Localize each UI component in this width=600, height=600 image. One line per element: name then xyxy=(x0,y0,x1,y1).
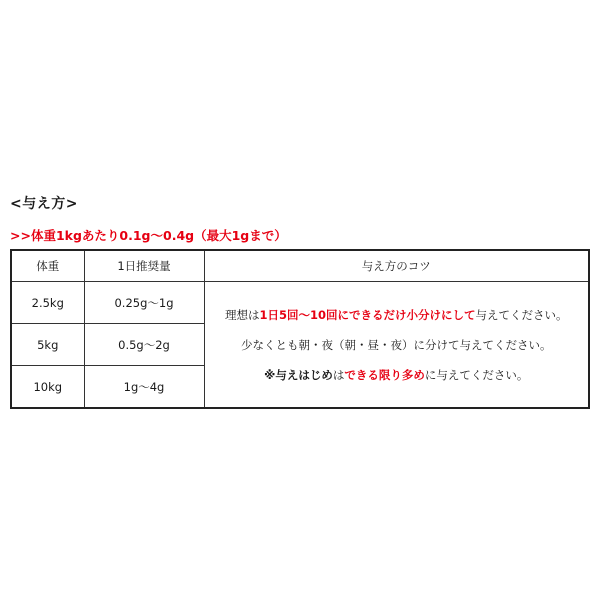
tips-text: に与えてください。 xyxy=(424,367,529,382)
table-header-row xyxy=(11,250,589,282)
tips-text: ※与えはじめ xyxy=(264,367,333,382)
dosage-note: >>体重1kgあたり0.1g～0.4g（最大1gまで） xyxy=(10,228,287,243)
tips-line-2: 少なくとも朝・夜（朝・昼・夜）に分けて与えてください。 xyxy=(241,337,552,352)
amount-cell: 0.25g～1g xyxy=(84,282,204,324)
tips-text: は xyxy=(332,367,345,382)
tips-line-3 xyxy=(205,360,589,390)
tips-highlight: できる限り多め xyxy=(344,367,425,382)
weight-cell: 10kg xyxy=(11,366,84,409)
tips-highlight: 1日5回～10回にできるだけ小分けにして xyxy=(259,307,476,322)
tips-cell xyxy=(204,282,589,409)
tips-text: 与えてください。 xyxy=(475,307,568,322)
header-tips: 与え方のコツ xyxy=(204,250,589,282)
header-weight: 体重 xyxy=(11,250,84,282)
amount-cell: 1g～4g xyxy=(84,366,204,409)
tips-line-1 xyxy=(205,300,589,330)
dosage-table xyxy=(10,249,590,409)
table-row xyxy=(11,282,589,324)
weight-cell: 2.5kg xyxy=(11,282,84,324)
section-title: <与え方> xyxy=(10,196,78,212)
tips-text: 理想は xyxy=(224,307,260,322)
amount-cell: 0.5g～2g xyxy=(84,324,204,366)
weight-cell: 5kg xyxy=(11,324,84,366)
header-daily-amount: 1日推奨量 xyxy=(84,250,204,282)
